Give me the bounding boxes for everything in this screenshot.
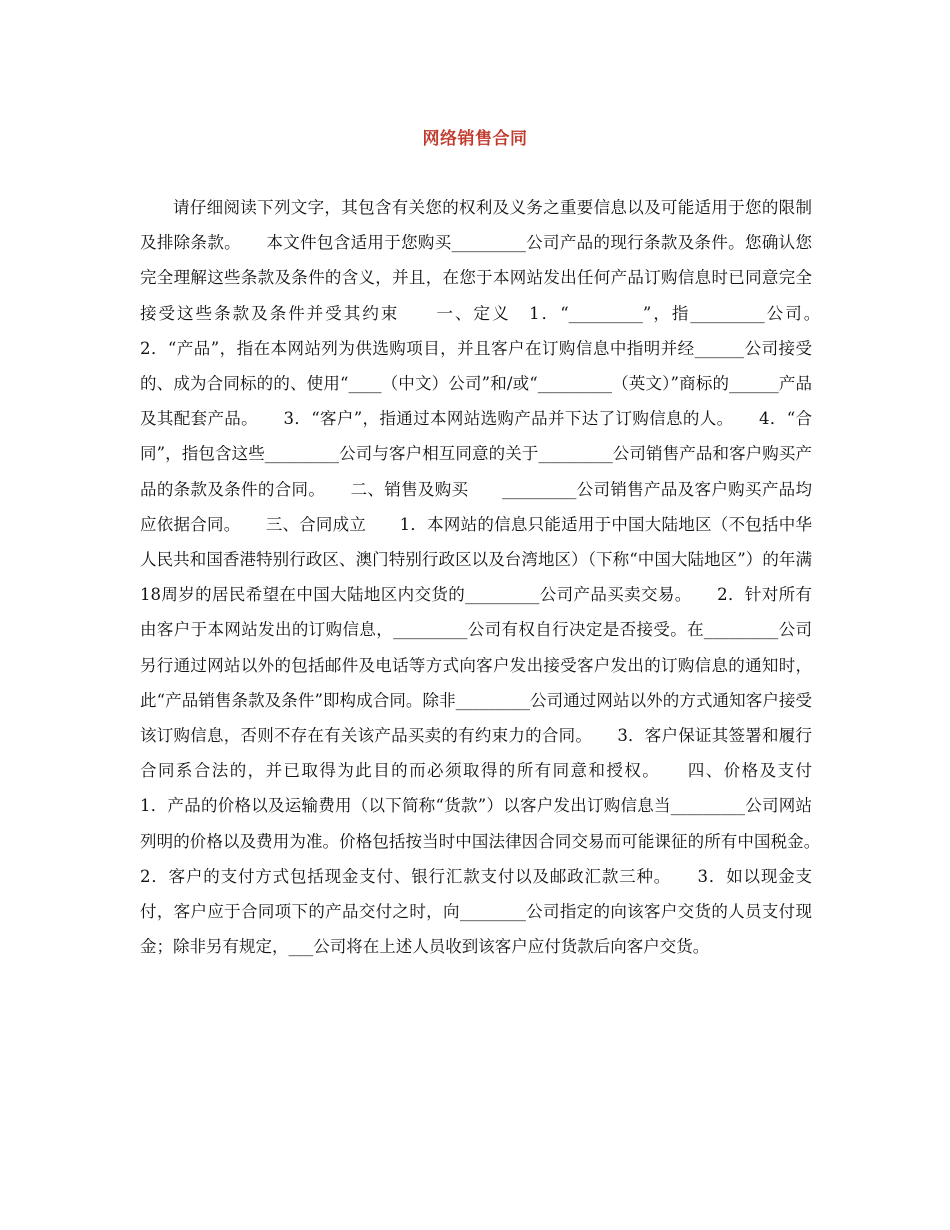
document-title: 网络销售合同	[422, 129, 528, 149]
contract-body: 请仔细阅读下列文字，其包含有关您的权利及义务之重要信息以及可能适用于您的限制及排除条款。 本文件包含适用于您购买_________公司产品的现行条款及条件。您确认您完全理解这些条款及条件的含义，并且，在您于本网站发出任何产品订购信息时已同意完全接受这些条款及条件并受其约束 一、定义 1．“_________”，指_________公司。 2．“产品”，指在本网站列为供选购项目，并且客户在订购信息中指明并经______公司接受的、成为合同标的的、使用“____（中文）公司”和/或“_________（英文）”商标的______产品及其配套产品。 3．“客户”，指通过本网站选购产品并下达了订购信息的人。 4．“合同”，指包含这些_________公司与客户相互同意的关于_________公司销售产品和客户购买产品的条款及条件的合同。 二、销售及购买 _________公司销售产品及客户购买产品均应依据合同。 三、合同成立 1．本网站的信息只能适用于中国大陆地区（不包括中华人民共和国香港特别行政区、澳门特别行政区以及台湾地区）（下称“中国大陆地区”）的年满18周岁的居民希望在中国大陆地区内交货的_________公司产品买卖交易。 2．针对所有由客户于本网站发出的订购信息，_________公司有权自行决定是否接受。在_________公司另行通过网站以外的包括邮件及电话等方式向客户发出接受客户发出的订购信息的通知时，此“产品销售条款及条件”即构成合同。除非_________公司通过网站以外的方式通知客户接受该订购信息，否则不存在有关该产品买卖的有约束力的合同。 3．客户保证其签署和履行合同系合法的，并已取得为此目的而必须取得的所有同意和授权。 四、价格及支付 1．产品的价格以及运输费用（以下简称“货款”）以客户发出订购信息当_________公司网站列明的价格以及费用为准。价格包括按当时中国法律因合同交易而可能课征的所有中国税金。 2．客户的支付方式包括现金支付、银行汇款支付以及邮政汇款三种。 3．如以现金支付，客户应于合同项下的产品交付之时，向________公司指定的向该客户交货的人员支付现金；除非另有规定，___公司将在上述人员收到该客户应付货款后向客户交货。	[140, 198, 845, 957]
